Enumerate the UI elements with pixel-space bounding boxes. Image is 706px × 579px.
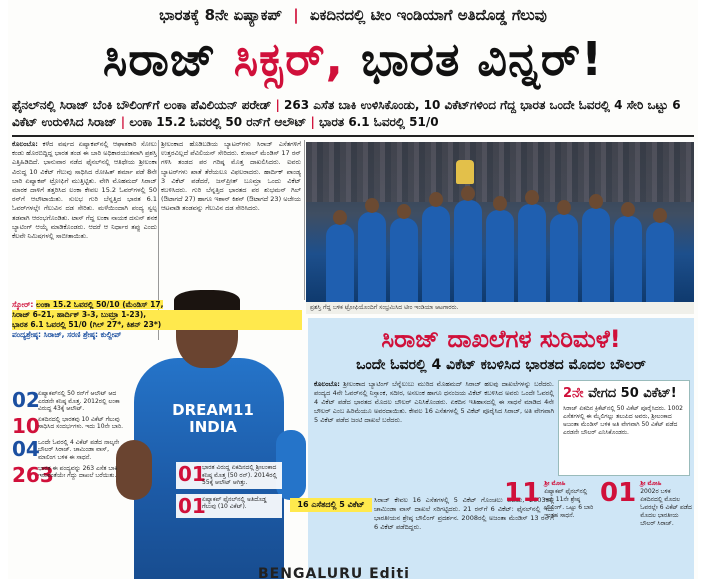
record-item <box>176 494 282 518</box>
record-number: 10 <box>12 413 40 438</box>
kicker <box>8 6 698 24</box>
panel-dateline: ಕೊಲಂಬೊ: <box>314 380 340 388</box>
record-item <box>12 462 124 487</box>
record-text: ಏಕದಿನದಲ್ಲಿ ಭಾರತವು 10 ವಿಕೆಟ್ ಗೆಲುವು ಸಾಧಿಸಿದ ಸಂದರ್ಭಗಳು. ಇದು 10ನೇ ಬಾರಿ. <box>38 415 124 431</box>
record-item <box>12 390 124 413</box>
fastest-wickets-box <box>558 380 690 476</box>
panel-record-tag: ಶ್ರೀ ಮೋಹಿ <box>640 480 662 487</box>
scorecard-bowling: ಸಿರಾಜ್ 6-21, ಹಾರ್ದಿಕ್ 3-3, ಬುಮ್ರಾ 1-23), <box>12 310 302 320</box>
player-figure <box>422 206 450 302</box>
kicker-part1: ಭಾರತಕ್ಕೆ 8ನೇ ಏಷ್ಯಾಕಪ್ <box>159 6 282 24</box>
record-item <box>12 436 124 462</box>
player-figure <box>326 224 354 302</box>
scorecard-india: ಭಾರತ 6.1 ಓವರಲ್ಲಿ 51/0 (ಗಿಲ್ 27*, ಕಿಶನ್ 23*) <box>12 320 302 330</box>
subhead-part3: ಒಂದೇ ಓವರಲ್ಲಿ 4 ಸೇರಿ ಒಟ್ಟು 6 ವಿಕೆಟ್ ಉರುಳಿಸಿದ ಸಿರಾಜ್ <box>12 98 681 129</box>
scorecard-srilanka: ಲಂಕಾ 15.2 ಓವರಲ್ಲಿ 50/10 (ಮೆಂಡಿಸ್ 17, <box>35 300 164 309</box>
headline-part3: ಭಾರತ ವಿನ್ನರ್! <box>361 32 604 86</box>
panel-subtitle: ಒಂದೇ ಓವರಲ್ಲಿ 4 ವಿಕೆಟ್ ಕಬಳಿಸಿದ ಭಾರತದ ಮೊದಲ ಬೌಲರ್ <box>356 357 646 373</box>
second-article-text: ಶ್ರೀಲಂಕಾದ ಹೊಡಿಬಡಿಯ ಬ್ಯಾಟರ್‌ಗಳು ಸಿರಾಜ್ ಎಸೆತಗಳಿಗೆ ಉತ್ತರವಿಲ್ಲದೆ ಪೆವಿಲಿಯನ್ ಸೇರಿದರು. ಕುಸಾಲ್ ಮೆಂಡಿಸ್ 17 ರನ್ ಗಳಿಸಿ ತಂಡದ ಪರ ಗರಿಷ್ಠ ಮೊತ್ತ ದಾಖಲಿಸಿದರು. ಐವರು ಬ್ಯಾಟರ್‌ಗಳು ಖಾತೆ ತೆರೆಯಲೂ ವಿಫಲರಾದರು. ಹಾರ್ದಿಕ್ ಪಾಂಡ್ಯ 3 ವಿಕೆಟ್ ಪಡೆದರೆ, ಜಸ್‌ಪ್ರೀತ್ ಬೂಮ್ರಾ ಒಂದು ವಿಕೆಟ್ ಕಬಳಿಸಿದರು. ಗುರಿ ಬೆನ್ನತ್ತಿದ ಭಾರತದ ಪರ ಶುಭಮನ್ ಗಿಲ್ (ಔಟಾಗದೆ 27) ಹಾಗೂ ಇಶಾನ್ ಕಿಶನ್ (ಔಟಾಗದೆ 23) ಅಜೇಯ ಆಟವಾಡಿ ತಂಡವನ್ನು ಗೆಲುವಿನ ದಡ ಸೇರಿಸಿದರು. <box>161 140 301 213</box>
subhead-separator: | <box>275 98 280 112</box>
scorecard <box>12 300 302 384</box>
player-figure <box>390 218 418 302</box>
scorecard-label: ಸ್ಕೋರ್: <box>12 300 34 309</box>
record-text: ಏಷ್ಯಾಕಪ್ ಫೈನಲ್‌ನಲ್ಲಿ ಅತಿದೊಡ್ಡ ಗೆಲುವು (10 ವಿಕೆಟ್). <box>202 495 267 511</box>
headline-part2: ಸಿಕ್ಸರ್, <box>233 32 345 86</box>
fastest-wickets-title-text: ವೇಗದ 50 ವಿಕೆಟ್! <box>588 386 677 401</box>
panel-title: ಸಿರಾಜ್ ದಾಖಲೆಗಳ ಸುರಿಮಳೆ! <box>381 325 621 353</box>
record-number: 01 <box>178 462 206 486</box>
player-figure <box>614 216 642 302</box>
record-number: 02 <box>12 388 40 412</box>
subhead-part2: 263 ಎಸೆತ ಬಾಕಿ ಉಳಿಸಿಕೊಂಡು, 10 ವಿಕೆಟ್‌ಗಳಿಂದ ಗೆದ್ದ ಭಾರತ <box>284 98 546 112</box>
fastest-wickets-body: ಸಿರಾಜ್ ಏಕದಿನ ಕ್ರಿಕೆಟ್‌ನಲ್ಲಿ 50 ವಿಕೆಟ್ ಪೂರೈಸಿದರು. 1002 ಎಸೆತಗಳಲ್ಲಿ ಈ ಮೈಲಿಗಲ್ಲು ತಲುಪಿದ ಅವರು, ಶ್ರೀಲಂಕಾದ ಅಜಂತಾ ಮೆಂಡಿಸ್ ಬಳಿಕ ಅತಿ ವೇಗವಾಗಿ 50 ವಿಕೆಟ್ ಪಡೆದ ಎರಡನೇ ಬೌಲರ್ ಎನಿಸಿಕೊಂಡರು. <box>563 405 683 436</box>
records-mid-list <box>176 462 282 579</box>
subhead-separator: | <box>310 115 315 129</box>
subhead-part1: ಫೈನಲ್‌ನಲ್ಲಿ ಸಿರಾಜ್ ಬೆಂಕಿ ಬೌಲಿಂಗ್‌ಗೆ ಲಂಕಾ ಪೆವಿಲಿಯನ್ ಪರೇಡ್ <box>12 98 272 112</box>
team-celebration-photo <box>306 142 694 302</box>
edition-footer: BENGALURU Editi <box>258 567 410 579</box>
record-text: ಭಾರತ ವಿರುದ್ಧ ಏಕದಿನದಲ್ಲಿ ಶ್ರೀಲಂಕಾದ ಕನಿಷ್ಠ ಮೊತ್ತ (50 ರನ್). 2014ರಲ್ಲಿ 55ಕ್ಕೆ ಆಲೌಟ್ ಆಗಿತ್ತು. <box>202 464 278 487</box>
record-item <box>176 462 282 489</box>
kicker-separator: | <box>293 6 299 24</box>
player-figure <box>582 208 610 302</box>
lead-dateline: ಕೊಲಂಬೊ: <box>12 140 38 148</box>
fastest-wickets-title <box>563 385 685 402</box>
panel-record-number: 11 <box>504 478 541 508</box>
player-figure <box>358 212 386 302</box>
subhead-part5: ಭಾರತ 6.1 ಓವರಲ್ಲಿ 51/0 <box>319 115 439 129</box>
photo-caption: ಪ್ರಶಸ್ತಿ ಗೆದ್ದ ಬಳಿಕ ಟ್ರೋಫಿಯೊಂದಿಗೆ ಸಂಭ್ರಮಿಸಿದ ಟೀಂ ಇಂಡಿಯಾ ಆಟಗಾರರು. <box>306 302 694 314</box>
jersey-logo: DREAM11 INDIA <box>172 401 254 436</box>
player-figure <box>486 210 514 302</box>
record-number: 01 <box>178 493 206 518</box>
panel-record-text: 2002ರ ಬಳಿಕ ಏಕದಿನದಲ್ಲಿ ಮೊದಲ ಓವರಲ್ಲೇ 6 ವಿಕೆಟ್ ಪಡೆದ ಮೊದಲ ಭಾರತೀಯ ಬೌಲರ್ ಸಿರಾಜ್. <box>640 488 692 527</box>
panel-body-text: ಶ್ರೀಲಂಕಾದ ಬ್ಯಾಟಿಂಗ್ ಬೆನ್ನೆಲುಬು ಮುರಿದ ಮೊಹಮದ್ ಸಿರಾಜ್ ಹಲವು ದಾಖಲೆಗಳನ್ನು ಬರೆದರು. ಪಂದ್ಯದ 4ನೇ ಓವರ್‌ನಲ್ಲಿ ನಿಸ್ಸಾಂಕ, ಸದೀರ, ಅಸಲಂಕ ಹಾಗೂ ಧನಂಜಯ ವಿಕೆಟ್ ಕಬಳಿಸಿದ ಅವರು ಒಂದೇ ಓವರಲ್ಲಿ 4 ವಿಕೆಟ್ ಪಡೆದ ಭಾರತದ ಮೊದಲ ಬೌಲರ್ ಎನಿಸಿಕೊಂಡರು. ಏಕದಿನ ಇತಿಹಾಸದಲ್ಲಿ ಈ ಸಾಧನೆ ಮಾಡಿದ 4ನೇ ಬೌಲರ್ ಎಂಬ ಹಿರಿಮೆಯೂ ಅವರದಾಯಿತು. ಕೇವಲ 16 ಎಸೆತಗಳಲ್ಲಿ 5 ವಿಕೆಟ್ ಪೂರೈಸಿದ ಸಿರಾಜ್, ಅತಿ ವೇಗವಾಗಿ 5 ವಿಕೆಟ್ ಪಡೆದ ಜಂಟಿ ದಾಖಲೆ ಬರೆದರು. <box>314 380 554 424</box>
kicker-part2: ಏಕದಿನದಲ್ಲಿ ಟೀಂ ಇಂಡಿಯಾಗೆ ಅತಿದೊಡ್ಡ ಗೆಲುವು <box>309 6 547 24</box>
column-divider <box>304 140 305 300</box>
trophy-icon <box>456 160 474 184</box>
panel-body-second: ಸಿರಾಜ್ ಕೇವಲ 16 ಎಸೆತಗಳಲ್ಲಿ 5 ವಿಕೆಟ್ ಗೊಂಚಲು ಪಡೆದು, 2003ರಲ್ಲಿ ಚಾಮಿಂಡಾ ವಾಸ್ ದಾಖಲೆ ಸರಿಗಟ್ಟಿದರು. 21 ರನ್‌ಗೆ 6 ವಿಕೆಟ್: ಫೈನಲ್‌ನಲ್ಲಿ ಇದು ಭಾರತೀಯನ ಶ್ರೇಷ್ಠ ಬೌಲಿಂಗ್ ಪ್ರದರ್ಶನ. 2008ರಲ್ಲಿ ಅಜಂತಾ ಮೆಂಡಿಸ್ 13 ರನ್‌ಗೆ 6 ವಿಕೆಟ್ ಪಡೆದಿದ್ದರು. <box>374 496 554 531</box>
scorecard-srilanka-line <box>12 300 302 310</box>
subhead-separator: | <box>120 115 126 129</box>
record-text: ಒಂದೇ ಓವರಲ್ಲಿ 4 ವಿಕೆಟ್ ಪಡೆದ ನಾಲ್ಕನೇ ಬೌಲರ್ ಸಿರಾಜ್. ಚಾಮಿಂಡಾ ವಾಸ್, ಮಾಲಿಂಗ ಬಳಿಕ ಈ ಸಾಧನೆ. <box>38 438 120 461</box>
second-article-column <box>161 140 301 300</box>
headline <box>8 30 698 88</box>
crowd-background <box>306 142 694 202</box>
headline-part1: ಸಿರಾಜ್ <box>102 32 217 86</box>
divider-rule <box>12 135 694 137</box>
subhead-part4: ಲಂಕಾ 15.2 ಓವರಲ್ಲಿ 50 ರನ್‌ಗೆ ಆಲೌಟ್ <box>129 115 307 129</box>
player-figure <box>454 200 482 302</box>
player-figure <box>550 214 578 302</box>
scorecard-awards: ಪಂದ್ಯಶ್ರೇಷ್ಠ: ಸಿರಾಜ್, ಸರಣಿ ಶ್ರೇಷ್ಠ: ಕುಲ್ದೀಪ್ <box>12 330 122 339</box>
player-figure <box>518 204 546 302</box>
panel-record-item <box>504 480 596 520</box>
panel-record-number: 01 <box>600 478 637 508</box>
panel-record-item <box>600 480 692 528</box>
subheadline <box>12 97 692 131</box>
record-text: ಏಷ್ಯಾಕಪ್‌ನಲ್ಲಿ 50 ರನ್‌ಗೆ ಆಲೌಟ್ ಆದ ಎರಡನೇ ಕನಿಷ್ಠ ಮೊತ್ತ. 2012ರಲ್ಲಿ ಲಂಕಾ ವಿರುದ್ಧ 43ಕ್ಕೆ ಆಲೌಟ್. <box>38 390 120 413</box>
records-panel <box>308 318 694 579</box>
newspaper-page <box>8 0 698 579</box>
records-left-list <box>12 390 124 579</box>
five-wicket-banner: 16 ಎಸೆತದಲ್ಲಿ 5 ವಿಕೆಟ್ <box>290 498 372 512</box>
record-item <box>12 413 124 438</box>
panel-record-tag: ಶ್ರೀ ಮೋಹಿ <box>544 480 566 487</box>
record-number: 263 <box>12 462 54 487</box>
player-figure <box>646 222 674 302</box>
lead-article-text: ಕಳೆದ ವರ್ಷದ ಏಷ್ಯಾಕಪ್‌ನಲ್ಲಿ ಆಘಾತಕಾರಿ ಸೋಲು ಕಂಡು ಹೊರಬಿದ್ದಿದ್ದ ಭಾರತ ತಂಡ ಈ ಬಾರಿ ಅಧಿಕಾರಯುತವಾಗಿ ಪ್ರಶಸ್ತಿ ಎತ್ತಿಹಿಡಿದಿದೆ. ಭಾನುವಾರ ನಡೆದ ಫೈನಲ್‌ನಲ್ಲಿ ಆತಿಥೇಯ ಶ್ರೀಲಂಕಾ ವಿರುದ್ಧ 10 ವಿಕೆಟ್ ಗೆಲುವು ಸಾಧಿಸಿದ ರೋಹಿತ್ ಶರ್ಮಾ ಪಡೆ 8ನೇ ಬಾರಿ ಏಷ್ಯಾಕಪ್ ಟ್ರೋಫಿಗೆ ಮುತ್ತಿಟ್ಟಿತು. ವೇಗಿ ಮೊಹಮದ್ ಸಿರಾಜ್ ಮಾರಕ ದಾಳಿಗೆ ತತ್ತರಿಸಿದ ಲಂಕಾ ಕೇವಲ 15.2 ಓವರ್‌ಗಳಲ್ಲಿ 50 ರನ್‌ಗೆ ಆಲೌಟಾಯಿತು. ಸುಲಭ ಗುರಿ ಬೆನ್ನತ್ತಿದ ಭಾರತ 6.1 ಓವರ್‌ಗಳಲ್ಲೇ ಗೆಲುವಿನ ದಡ ಸೇರಿತು. ಮಳೆಯಿಂದಾಗಿ ಪಂದ್ಯ ಸ್ವಲ್ಪ ತಡವಾಗಿ ಆರಂಭಗೊಂಡಿತು. ಟಾಸ್ ಗೆದ್ದ ಲಂಕಾ ನಾಯಕ ದಸುನ್ ಶನಕ ಬ್ಯಾಟಿಂಗ್ ಆಯ್ಕೆ ಮಾಡಿಕೊಂಡರು. ಆದರೆ ಆ ನಿರ್ಧಾರ ತಪ್ಪು ಎಂದು ಕೆಲವೇ ನಿಮಿಷಗಳಲ್ಲಿ ಸಾಬೀತಾಯಿತು. <box>12 140 157 241</box>
record-text: ಭಾರತ ಈ ಪಂದ್ಯವನ್ನು 263 ಎಸೆತ ಬಾಕಿ ಇರುವಂತೆಯೇ ಗೆದ್ದು ದಾಖಲೆ ಬರೆಯಿತು. <box>38 464 118 480</box>
fastest-wickets-title-red: 2ನೇ <box>563 386 584 401</box>
panel-record-text: ಏಷ್ಯಾಕಪ್ ಫೈನಲ್‌ನಲ್ಲಿ ಇದು 11ನೇ ಶ್ರೇಷ್ಠ ಬೌಲಿಂಗ್. ಒಟ್ಟು 6 ಬಾರಿ ಇಂತಹ ಸಾಧನೆ. <box>544 488 594 519</box>
record-number: 04 <box>12 436 40 461</box>
